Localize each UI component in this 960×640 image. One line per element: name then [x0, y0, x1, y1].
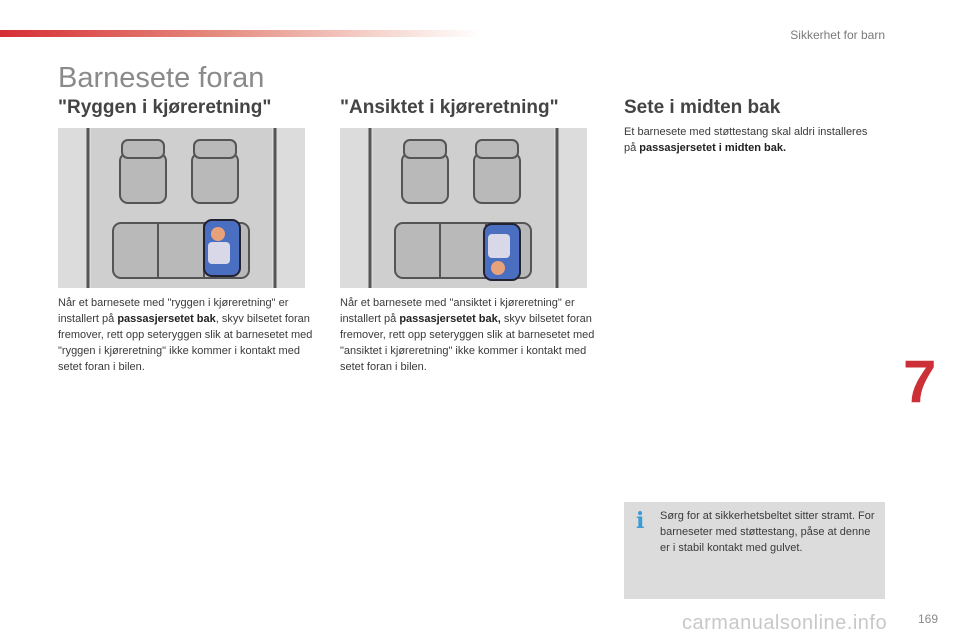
page-title: Barnesete foran [58, 62, 265, 94]
section-heading-forward-facing: "Ansiktet i kjøreretning" [340, 97, 559, 118]
chapter-number: 7 [903, 348, 937, 415]
section-heading-rear-facing: "Ryggen i kjøreretning" [58, 97, 272, 118]
middle-rear-warning: Et barnesete med støttestang skal aldri installeres på passasjersetet i midten bak. [624, 126, 868, 154]
chapter-title: Sikkerhet for barn [790, 28, 885, 42]
forward-facing-instructions: Når et barnesete med "ansiktet i kjøreretning" er installert på passasjersetet bak, skyv bilsetet foran fremover, rett opp seteryggen slik at barnesetet med "ansiktet i kjøreretning" ikke kommer i kontakt med setet foran i bilen. [340, 297, 595, 373]
info-box [624, 502, 885, 599]
info-icon: i [636, 508, 645, 534]
section-heading-middle-rear: Sete i midten bak [624, 97, 781, 118]
info-text: Sørg for at sikkerhetsbeltet sitter stramt. For barneseter med støttestang, påse at denne er i stabil kontakt med gulvet. [660, 510, 875, 554]
page-number: 169 [917, 612, 938, 626]
rear-facing-instructions: Når et barnesete med "ryggen i kjøreretning" er installert på passasjersetet bak, skyv bilsetet foran fremover, rett opp seteryggen slik at barnesetet med "ryggen i kjøreretning" ikke kommer i kontakt med setet foran i bilen. [58, 297, 313, 373]
forward-facing-seat-illustration [340, 128, 587, 288]
watermark: carmanualsonline.info [682, 612, 888, 634]
top-accent-bar [0, 30, 480, 37]
rear-facing-seat-illustration [58, 128, 305, 288]
